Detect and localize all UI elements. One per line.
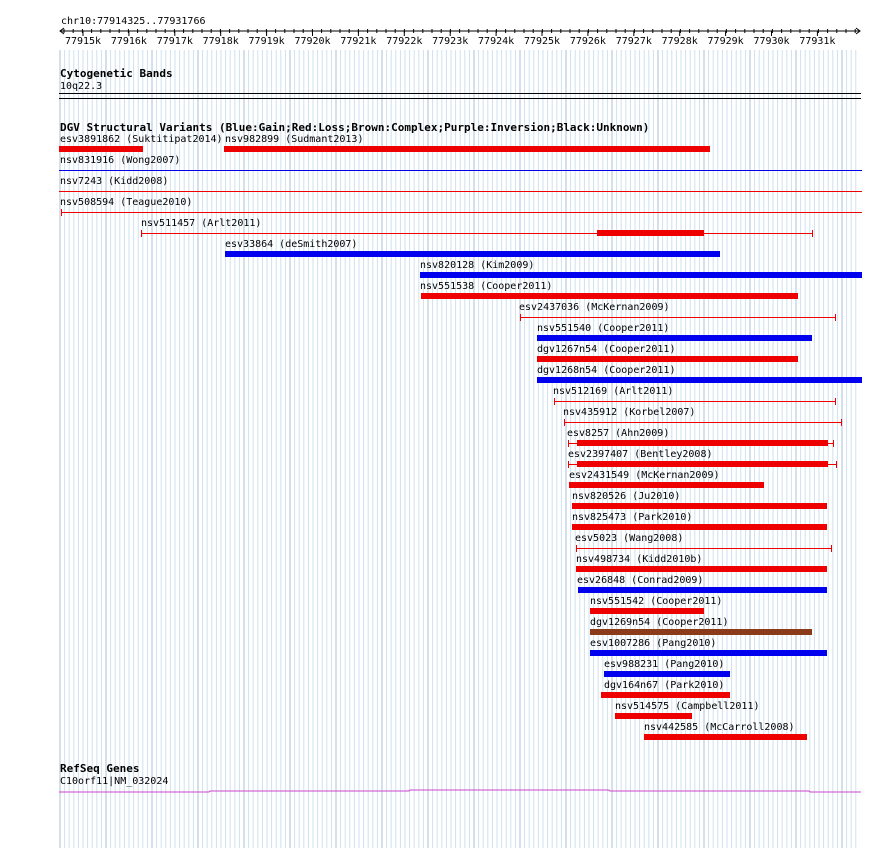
- variant-bar[interactable]: [644, 734, 807, 740]
- variant-label[interactable]: esv2431549 (McKernan2009): [569, 470, 720, 481]
- variant-bar[interactable]: [224, 146, 710, 152]
- variant-end-tick: [833, 440, 834, 447]
- variant-label[interactable]: nsv831916 (Wong2007): [60, 155, 181, 166]
- variant-label[interactable]: dgv1269n54 (Cooper2011): [590, 617, 729, 628]
- variant-label[interactable]: nsv820526 (Ju2010): [572, 491, 681, 502]
- variant-bar[interactable]: [576, 548, 831, 549]
- variant-end-tick: [568, 461, 569, 468]
- variant-label[interactable]: esv26848 (Conrad2009): [577, 575, 704, 586]
- variant-end-tick: [831, 545, 832, 552]
- variant-bar[interactable]: [564, 422, 841, 423]
- variant-end-tick: [576, 545, 577, 552]
- variant-bar[interactable]: [61, 212, 862, 213]
- variant-end-tick: [564, 419, 565, 426]
- variant-label[interactable]: nsv512169 (Arlt2011): [553, 386, 674, 397]
- variant-label[interactable]: nsv435912 (Korbel2007): [563, 407, 696, 418]
- variant-label[interactable]: esv5023 (Wang2008): [575, 533, 684, 544]
- variant-label[interactable]: nsv7243 (Kidd2008): [60, 176, 169, 187]
- ruler-tick-label: 77923k: [432, 36, 469, 47]
- variant-label[interactable]: dgv1268n54 (Cooper2011): [537, 365, 676, 376]
- refseq-gene-label[interactable]: C10orf11|NM_032024: [60, 776, 169, 787]
- variant-bar[interactable]: [572, 503, 827, 509]
- ruler-tick-label: 77924k: [478, 36, 515, 47]
- refseq-gene-line[interactable]: [59, 786, 861, 796]
- variant-end-tick: [554, 398, 555, 405]
- variant-label[interactable]: nsv511457 (Arlt2011): [141, 218, 262, 229]
- variant-bar[interactable]: [590, 650, 827, 656]
- variant-end-tick: [61, 209, 62, 216]
- variant-bar[interactable]: [576, 566, 827, 572]
- ruler-tick-label: 77917k: [156, 36, 193, 47]
- variant-label[interactable]: nsv551542 (Cooper2011): [590, 596, 723, 607]
- coordinate-label: chr10:77914325..77931766: [61, 16, 206, 27]
- variant-bar[interactable]: [577, 461, 828, 467]
- variant-end-tick: [141, 230, 142, 237]
- variant-bar[interactable]: [59, 191, 862, 192]
- variant-bar[interactable]: [420, 272, 862, 278]
- variant-label[interactable]: nsv551538 (Cooper2011): [420, 281, 553, 292]
- variant-label[interactable]: nsv982899 (Sudmant2013): [225, 134, 364, 145]
- variant-end-tick: [835, 314, 836, 321]
- ruler-tick-label: 77919k: [248, 36, 285, 47]
- variant-label[interactable]: dgv164n67 (Park2010): [604, 680, 725, 691]
- variant-bar[interactable]: [597, 230, 704, 236]
- ruler-tick-label: 77921k: [340, 36, 377, 47]
- cytoband-track-title: Cytogenetic Bands: [60, 67, 173, 80]
- variant-bar[interactable]: [59, 170, 862, 171]
- ruler-tick-label: 77927k: [615, 36, 652, 47]
- variant-bar[interactable]: [604, 671, 730, 677]
- ruler-tick-label: 77926k: [569, 36, 606, 47]
- ruler-tick-label: 77915k: [64, 36, 102, 47]
- variant-label[interactable]: esv988231 (Pang2010): [604, 659, 725, 670]
- ruler-tick-label: 77922k: [386, 36, 423, 47]
- variant-bar[interactable]: [601, 692, 730, 698]
- variant-bar[interactable]: [572, 524, 827, 530]
- variant-label[interactable]: dgv1267n54 (Cooper2011): [537, 344, 676, 355]
- variant-label[interactable]: esv1007286 (Pang2010): [590, 638, 717, 649]
- variant-label[interactable]: nsv442585 (McCarroll2008): [644, 722, 795, 733]
- variant-bar[interactable]: [59, 146, 143, 152]
- variant-bar[interactable]: [537, 356, 798, 362]
- dgv-track-title: DGV Structural Variants (Blue:Gain;Red:Loss;Brown:Complex;Purple:Inversion;Black:Unknown): [60, 121, 650, 134]
- variant-label[interactable]: nsv514575 (Campbell2011): [615, 701, 760, 712]
- variant-label[interactable]: esv2397407 (Bentley2008): [568, 449, 713, 460]
- ruler-tick-label: 77916k: [110, 36, 147, 47]
- variant-label[interactable]: esv33864 (deSmith2007): [225, 239, 358, 250]
- variant-bar[interactable]: [537, 377, 862, 383]
- refseq-track-title: RefSeq Genes: [60, 762, 140, 775]
- variant-end-tick: [812, 230, 813, 237]
- ruler-tick-label: 77920k: [294, 36, 331, 47]
- variant-bar[interactable]: [577, 440, 828, 446]
- variant-bar[interactable]: [578, 587, 827, 593]
- variant-label[interactable]: nsv498734 (Kidd2010b): [576, 554, 703, 565]
- variant-label[interactable]: nsv551540 (Cooper2011): [537, 323, 670, 334]
- variant-bar[interactable]: [520, 317, 835, 318]
- variant-end-tick: [836, 461, 837, 468]
- variant-label[interactable]: esv8257 (Ahn2009): [567, 428, 670, 439]
- ruler-tick-label: 77929k: [707, 36, 744, 47]
- variant-label[interactable]: nsv820128 (Kim2009): [420, 260, 535, 271]
- variant-bar[interactable]: [615, 713, 692, 719]
- cytoband-label[interactable]: 10q22.3: [60, 81, 103, 92]
- ruler-tick-label: 77931k: [799, 36, 836, 47]
- variant-end-tick: [520, 314, 521, 321]
- ruler-tick-label: 77918k: [202, 36, 239, 47]
- ruler-tick-label: 77928k: [661, 36, 698, 47]
- variant-bar[interactable]: [537, 335, 812, 341]
- variant-bar[interactable]: [569, 482, 764, 488]
- variant-label[interactable]: nsv825473 (Park2010): [572, 512, 693, 523]
- variant-label[interactable]: nsv508594 (Teague2010): [60, 197, 193, 208]
- variant-bar[interactable]: [421, 293, 798, 299]
- variant-label[interactable]: esv3891862 (Suktitipat2014): [60, 134, 223, 145]
- variant-end-tick: [841, 419, 842, 426]
- ruler-tick-label: 77925k: [523, 36, 561, 47]
- variant-bar[interactable]: [141, 233, 812, 234]
- variant-end-tick: [568, 440, 569, 447]
- variant-label[interactable]: esv2437036 (McKernan2009): [519, 302, 670, 313]
- ruler-tick-label: 77930k: [753, 36, 790, 47]
- variant-bar[interactable]: [554, 401, 835, 402]
- variant-bar[interactable]: [225, 251, 720, 257]
- variant-end-tick: [835, 398, 836, 405]
- variant-bar[interactable]: [590, 629, 812, 635]
- variant-bar[interactable]: [590, 608, 704, 614]
